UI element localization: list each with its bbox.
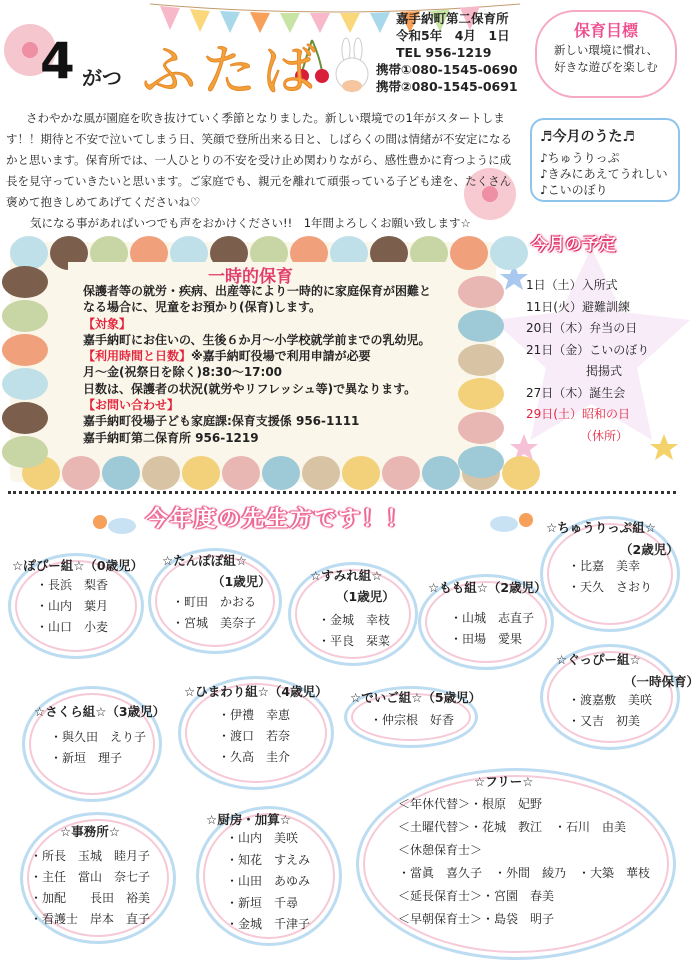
- member-name: ・與久田 えり子: [50, 730, 147, 744]
- member-name: ＜休憩保育士＞: [398, 843, 483, 857]
- mobile-2: 携帯②080-1545-0691: [376, 79, 518, 94]
- song-item: ♪こいのぼり: [540, 183, 608, 197]
- member-name: ・町田 かおる: [172, 595, 257, 609]
- temp-care-heading: 一時的保育: [208, 267, 293, 287]
- dot-decoration: [458, 412, 504, 444]
- temp-care-line: [83, 413, 431, 429]
- temp-care-text: 【お問い合わせ】: [83, 398, 180, 413]
- schedule-item: 27日（木）誕生会: [526, 385, 626, 400]
- intro-paragraph: さわやかな風が園庭を吹き抜けていく季節となりました。新しい環境での1年がスタートします！！期待と不安で泣いてしまう日、笑顔で登所出来る日と、しばらくの間は情緒が不安定になるかと思います。保育所では、一人ひとりの不安を受け止め関わりながら、感性豊かに育つように成長を見守っていきたいと思います。ご家庭でも、親元を離れて頑張っている子ども達を、たくさん褒めて抱きしめてあげてくださいね♡: [6, 111, 512, 209]
- member-name: ・加配 長田 裕美: [30, 891, 151, 905]
- teachers-heading: 今年度の先生方です！！: [146, 507, 411, 532]
- intro-paragraph: 気になる事があればいつでも声をおかけください!! 1年間よろしくお願い致します☆: [30, 216, 471, 230]
- member-list: [450, 608, 534, 650]
- member-name: ・平良 栞菜: [318, 634, 391, 648]
- member-list: [218, 705, 290, 768]
- member-list: [36, 575, 108, 638]
- dot-decoration: [458, 446, 504, 478]
- dot-decoration: [2, 300, 48, 332]
- member-name: ・宮城 美奈子: [172, 616, 257, 630]
- class-name: ☆フリー☆: [474, 774, 534, 789]
- temp-care-text: 【利用時間と日数】: [83, 349, 192, 364]
- class-name: ☆厨房・加算☆: [206, 812, 291, 827]
- member-list: [318, 610, 390, 652]
- phone: TEL 956-1219: [396, 45, 492, 60]
- member-list: [370, 710, 454, 731]
- dot-decoration: [222, 456, 260, 490]
- goal-heading: 保育目標: [573, 21, 638, 40]
- dot-decoration: [2, 368, 48, 400]
- class-age: （1歳児）: [336, 589, 395, 604]
- dot-decoration: [422, 456, 460, 490]
- member-name: ・知花 すえみ: [226, 852, 311, 867]
- member-list: [568, 690, 652, 732]
- member-name: ・渡口 若奈: [218, 729, 291, 743]
- schedule-item: 掲揚式: [526, 364, 623, 378]
- member-list: [568, 556, 652, 598]
- song-heading: ♬今月のうた♬: [540, 129, 636, 145]
- month-suffix: がつ: [82, 66, 122, 90]
- dot-decoration: [458, 310, 504, 342]
- issue-date: 令和5年 4月 1日: [396, 28, 510, 43]
- member-name: ＜延長保育士＞・宮園 春美: [398, 889, 555, 903]
- month-number: 4: [40, 32, 75, 90]
- member-name: ・主任 當山 奈七子: [30, 870, 151, 884]
- class-name: ☆ぽぴー組☆（0歳児）: [12, 558, 144, 573]
- member-name: ・山城 志直子: [450, 611, 535, 625]
- temp-care-text: 月～金(祝祭日を除く)8:30～17:00: [83, 365, 283, 380]
- member-list: [226, 828, 310, 936]
- member-name: ・山田 あゆみ: [226, 874, 311, 888]
- temp-care-line: [83, 316, 431, 332]
- member-list: [398, 793, 650, 931]
- dot-decoration: [142, 456, 180, 490]
- member-name: ・田場 愛果: [450, 632, 523, 646]
- schedule-item: 11日(火）避難訓練: [526, 299, 630, 314]
- temp-care-text: なる場合に、児童をお預かり(保育)します。: [83, 300, 322, 315]
- member-name: ・伊禮 幸恵: [218, 708, 291, 722]
- temp-care-text: 日数は、保護者の状況(就労やリフレッシュ等)で異なります。: [83, 381, 417, 396]
- newsletter-title: ふたば: [142, 39, 322, 102]
- member-name: ・新垣 千尋: [226, 895, 299, 910]
- temp-care-text: 保護者等の就労・疾病、出産等により一時的に家庭保育が困難と: [83, 284, 432, 298]
- dot-decoration: [102, 456, 140, 490]
- member-name: ・金城 幸枝: [318, 613, 391, 627]
- member-name: ・比嘉 美幸: [568, 559, 641, 573]
- dot-decoration: [182, 456, 220, 490]
- schedule-list: [526, 275, 649, 447]
- member-name: ・又吉 初美: [568, 714, 641, 728]
- member-name: ・當眞 喜久子 ・外間 綾乃 ・大築 華枝: [398, 866, 651, 880]
- temp-care-line: [83, 299, 431, 315]
- member-list: [172, 592, 256, 634]
- class-name: ☆ちゅうりっぷ組☆: [546, 520, 656, 535]
- temp-care-line: [83, 397, 431, 413]
- cloud-icon: [488, 506, 534, 534]
- song-item: ♪きみにあえてうれしい: [540, 167, 668, 181]
- intro-text: [6, 108, 522, 234]
- class-age: （一時保育）: [624, 674, 699, 689]
- school-name: 嘉手納町第二保育所: [396, 11, 509, 26]
- member-name: ・天久 さおり: [568, 580, 653, 594]
- dot-decoration: [490, 236, 528, 270]
- class-name: ☆すみれ組☆: [310, 568, 383, 583]
- song-box: [530, 118, 680, 202]
- goal-box: [535, 10, 677, 98]
- cloud-icon: [92, 508, 138, 536]
- member-name: ・長浜 梨香: [36, 578, 109, 592]
- divider: [8, 491, 676, 494]
- mobile-1: 携帯①080-1545-0690: [376, 62, 518, 77]
- dot-decoration: [502, 456, 540, 490]
- class-name: ☆ぐっぴー組☆: [556, 652, 641, 667]
- dot-decoration: [2, 334, 48, 366]
- dot-decoration: [262, 456, 300, 490]
- goal-line: 新しい環境に慣れ、: [553, 43, 659, 57]
- member-name: ・仲宗根 好香: [370, 713, 455, 727]
- member-list: [50, 727, 146, 769]
- dot-decoration: [2, 436, 48, 468]
- temp-care-line: [83, 348, 431, 364]
- schedule-item: 29日(土）昭和の日: [526, 407, 630, 421]
- member-name: ・所長 玉城 睦月子: [30, 849, 151, 863]
- class-name: ☆事務所☆: [60, 824, 120, 839]
- class-name: ☆もも組☆（2歳児）: [428, 580, 547, 595]
- class-age: （2歳児）: [620, 542, 679, 557]
- member-name: ・看護士 岸本 直子: [30, 912, 151, 926]
- dot-decoration: [62, 456, 100, 490]
- dot-decoration: [342, 456, 380, 490]
- dot-decoration: [2, 402, 48, 434]
- schedule-item: 1日（土）入所式: [526, 278, 618, 292]
- member-name: ＜年休代替＞・根原 妃野: [398, 797, 543, 811]
- member-name: ・新垣 理子: [50, 751, 123, 765]
- member-list: [30, 846, 150, 930]
- member-name: ・久高 圭介: [218, 750, 291, 764]
- schedule-item: 21日（金）こいのぼり: [526, 342, 650, 357]
- schedule-item: （休所）: [526, 428, 629, 443]
- member-name: ・山内 葉月: [36, 599, 109, 613]
- dot-decoration: [458, 378, 504, 410]
- class-age: （1歳児）: [212, 574, 271, 589]
- dot-decoration: [302, 456, 340, 490]
- temp-care-line: [83, 381, 431, 397]
- member-name: ・金城 千津子: [226, 917, 311, 931]
- class-name: ☆でいご組☆（5歳児）: [350, 690, 482, 705]
- rabbit-icon: [330, 36, 374, 96]
- dot-decoration: [382, 456, 420, 490]
- dot-decoration: [458, 276, 504, 308]
- temp-care-body: [83, 283, 431, 446]
- member-name: ＜早朝保育士＞・島袋 明子: [398, 912, 555, 926]
- schedule-heading: 今月の予定: [531, 235, 616, 255]
- schedule-item: 20日（木）弁当の日: [526, 321, 638, 335]
- temp-care-text: 嘉手納町役場子ども家庭課:保育支援係 956-1111: [83, 414, 360, 429]
- temp-care-line: [83, 364, 431, 380]
- temp-care-line: [83, 283, 431, 299]
- member-name: ・山口 小麦: [36, 620, 109, 634]
- school-info: [372, 10, 518, 95]
- class-name: ☆たんぽぽ組☆: [162, 553, 247, 568]
- dot-decoration: [450, 236, 488, 270]
- temp-care-text: 嘉手納町第二保育所 956-1219: [83, 430, 259, 445]
- goal-line: 好きな遊びを楽しむ: [554, 60, 658, 74]
- goal-text: [537, 42, 675, 76]
- dot-decoration: [2, 266, 48, 298]
- song-list: [540, 150, 668, 198]
- dot-decoration: [458, 344, 504, 376]
- dot-decoration: [10, 236, 48, 270]
- song-item: ♪ちゅうりっぷ: [540, 151, 620, 165]
- class-name: ☆ひまわり組☆（4歳児）: [184, 684, 328, 699]
- member-name: ・渡嘉敷 美咲: [568, 693, 653, 707]
- temp-care-text: 嘉手納町にお住いの、生後６か月～小学校就学前までの乳幼児。: [83, 332, 431, 347]
- class-name: ☆さくら組☆（3歳児）: [34, 704, 166, 719]
- member-name: ・山内 美咲: [226, 831, 299, 845]
- temp-care-line: [83, 332, 431, 348]
- member-name: ＜土曜代替＞・花城 教江 ・石川 由美: [398, 820, 627, 834]
- temp-care-text: 【対象】: [83, 316, 132, 331]
- temp-care-note: ※嘉手納町役場で利用申請が必要: [191, 349, 371, 364]
- temp-care-line: [83, 430, 431, 446]
